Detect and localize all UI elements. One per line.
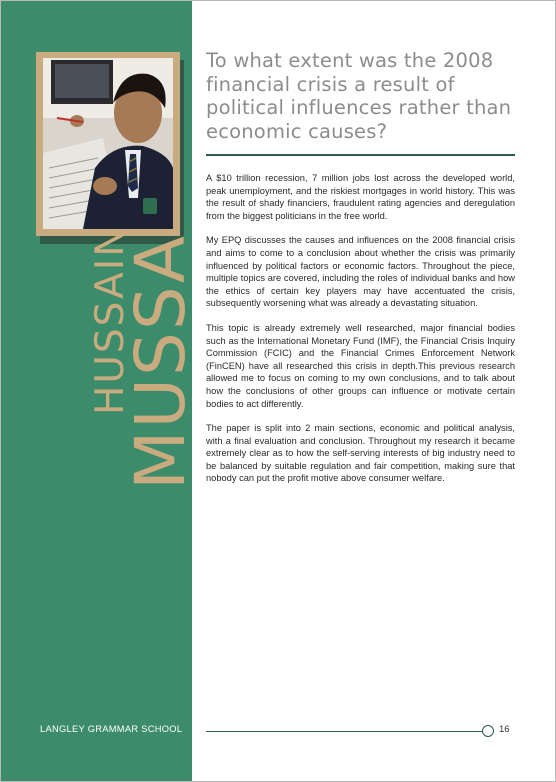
footer-circle-icon [482,725,494,737]
page-title: To what extent was the 2008 financial crisis a result of political influences rather than economic causes? [206,49,512,143]
author-first-name: HUSSAIN [88,225,133,415]
body-text [206,172,515,497]
paragraph: A $10 trillion recession, 7 million jobs lost across the developed world, peak unemployment, and the riskiest mortgages in world history. This was the result of shady financiers, fraudulent rating agencies and deregulation from the biggest politicians in the free world. [206,173,515,221]
author-last-name: MUSSA [121,233,201,490]
author-name-vertical [0,0,201,782]
footer-divider [206,731,483,732]
page-number: 16 [499,724,510,735]
paragraph: My EPQ discusses the causes and influences on the 2008 financial crisis and aims to come to a conclusion about whether the crisis was primarily influenced by political factors or economic factors. Throughout the piece, multiple topics are covered, including the roles of individual banks and how the ethics of certain key players may have accentuated the crisis, subsequently worsening what was already a devastating situation. [206,235,515,309]
paragraph: This topic is already extremely well researched, major financial bodies such as the International Monetary Fund (IMF), the Financial Crisis Inquiry Commission (FCIC) and the Financial Crimes Enforcement Network (FinCEN) have all researched this crisis in depth.This previous research allowed me to focus on coming to my own conclusions, and to talk about how the conclusions of other groups can influence or motivate certain bodies to act differently. [206,322,515,409]
footer-school-name: LANGLEY GRAMMAR SCHOOL [40,724,183,734]
title-divider [206,154,515,156]
paragraph: The paper is split into 2 main sections, economic and political analysis, with a final evaluation and conclusion. Throughout my research it became extremely clear as to how the self-serving interests of big industry need to be balanced by suitable regulation and fair competition, making sure that nobody can put the profit motive above consumer welfare. [206,423,515,484]
